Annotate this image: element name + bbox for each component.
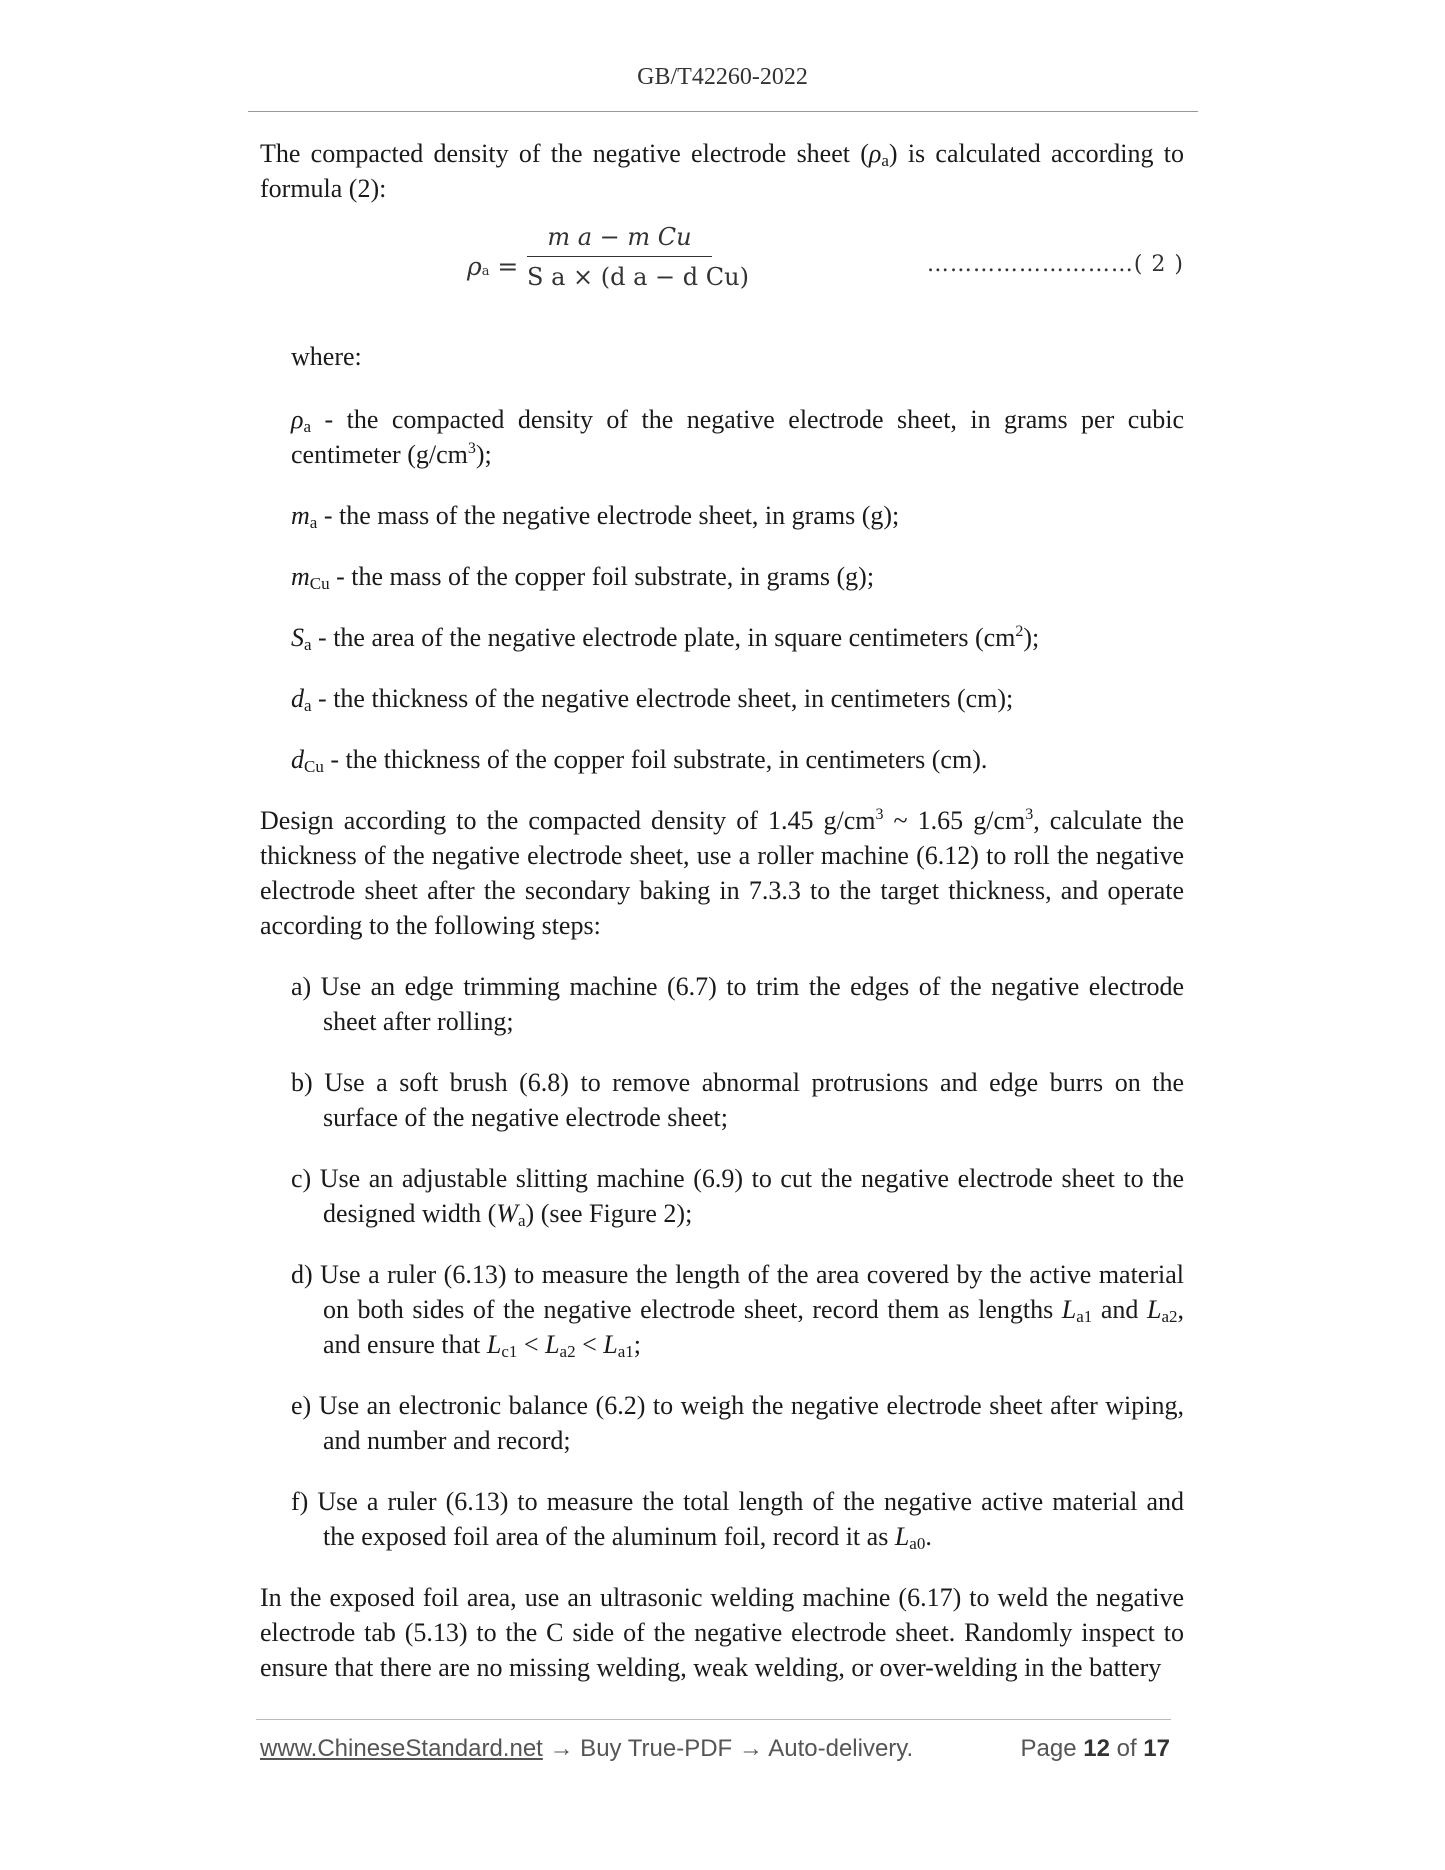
intro-text-end: ) is calculated according to formula (2): bbox=[260, 139, 1184, 203]
definition-item bbox=[291, 402, 1184, 472]
document-id-header: GB/T42260-2022 bbox=[637, 64, 808, 90]
length-subscript: a0 bbox=[909, 1534, 926, 1553]
design-superscript-1: 3 bbox=[875, 806, 884, 823]
equation-number: ………………………( 2 ) bbox=[926, 252, 1184, 277]
def-subscript: Cu bbox=[304, 757, 324, 776]
header-divider bbox=[248, 111, 1198, 112]
step-c bbox=[291, 1161, 1184, 1231]
less-than: < bbox=[517, 1330, 546, 1359]
width-subscript: a bbox=[517, 1211, 526, 1230]
def-subscript: a bbox=[303, 417, 312, 436]
less-than: < bbox=[575, 1330, 604, 1359]
def-text: - the thickness of the negative electrode sheet, in centimeters (cm); bbox=[311, 684, 1014, 713]
def-text: - the mass of the negative electrode sheet, in grams (g); bbox=[317, 501, 900, 530]
step-c-text-end: ) (see Figure 2); bbox=[525, 1199, 693, 1228]
formula-2 bbox=[260, 216, 1184, 324]
procedure-steps bbox=[291, 969, 1184, 1554]
def-text: - the mass of the copper foil substrate, in grams (g); bbox=[329, 562, 875, 591]
length-symbol: L bbox=[545, 1330, 560, 1359]
length-subscript: c1 bbox=[501, 1342, 518, 1361]
def-subscript: a bbox=[304, 635, 312, 654]
step-d-text: d) Use a ruler (6.13) to measure the length of the area covered by the active material on both sides of the negative electrode sheet, record them as lengths bbox=[291, 1260, 1184, 1324]
def-text: - the thickness of the copper foil substrate, in centimeters (cm). bbox=[323, 745, 988, 774]
length-symbol: L bbox=[894, 1522, 910, 1551]
step-d bbox=[291, 1257, 1184, 1362]
step-c-text: c) Use an adjustable slitting machine (6.9) to cut the negative electrode sheet to the designed width ( bbox=[291, 1164, 1184, 1228]
def-symbol: m bbox=[291, 501, 310, 530]
def-symbol: S bbox=[291, 623, 304, 652]
step-d-text-2: , and ensure that bbox=[323, 1295, 1184, 1359]
length-symbol: L bbox=[1146, 1295, 1162, 1324]
of-label: of bbox=[1116, 1735, 1137, 1762]
step-f bbox=[291, 1484, 1184, 1554]
footer-tagline: → Buy True-PDF → Auto-delivery. bbox=[542, 1735, 914, 1762]
length-subscript: a2 bbox=[559, 1342, 576, 1361]
formula-fraction bbox=[527, 220, 749, 295]
def-symbol: m bbox=[291, 562, 310, 591]
def-symbol: d bbox=[291, 684, 304, 713]
page-number: 12 bbox=[1083, 1735, 1110, 1762]
def-subscript: Cu bbox=[309, 574, 330, 593]
design-text-1: Design according to the compacted density of 1.45 g/cm bbox=[260, 806, 876, 835]
length-symbol: L bbox=[603, 1330, 618, 1359]
length-subscript: a1 bbox=[617, 1342, 634, 1361]
where-label: where: bbox=[291, 342, 362, 371]
closing-paragraph: In the exposed foil area, use an ultrasonic welding machine (6.17) to weld the negative electrode tab (5.13) to the C side of the negative electrode sheet. Randomly inspect to ensure that there are no missing welding, weak welding, or over-welding in the battery bbox=[260, 1583, 1184, 1682]
definition-item bbox=[291, 681, 1184, 716]
page-label: Page bbox=[1020, 1735, 1077, 1762]
length-symbol: L bbox=[486, 1330, 502, 1359]
def-subscript: a bbox=[304, 696, 312, 715]
def-superscript: 3 bbox=[467, 440, 476, 457]
definition-item bbox=[291, 559, 1184, 594]
variable-definitions bbox=[291, 402, 1184, 777]
definition-item bbox=[291, 742, 1184, 777]
step-a: a) Use an edge trimming machine (6.7) to trim the edges of the negative electrode sheet after rolling; bbox=[291, 972, 1184, 1036]
design-text-2: ~ 1.65 g/cm bbox=[883, 806, 1026, 835]
formula-lhs-symbol: ρ bbox=[467, 252, 482, 281]
formula-lhs: ρa = bbox=[467, 252, 519, 281]
formula-lhs-subscript: a bbox=[481, 264, 490, 279]
design-superscript-2: 3 bbox=[1025, 806, 1034, 823]
page-indicator bbox=[1021, 1735, 1171, 1763]
def-tail: ); bbox=[1023, 623, 1040, 652]
footer-divider bbox=[256, 1719, 1171, 1720]
design-paragraph bbox=[260, 803, 1184, 943]
intro-text: The compacted density of the negative electrode sheet ( bbox=[260, 139, 869, 168]
def-tail: ); bbox=[475, 440, 492, 469]
intro-paragraph bbox=[260, 136, 1184, 206]
rho-symbol: ρ bbox=[868, 139, 882, 168]
rho-subscript: a bbox=[881, 151, 889, 170]
def-superscript: 2 bbox=[1015, 623, 1024, 640]
definition-item bbox=[291, 498, 1184, 533]
total-pages: 17 bbox=[1143, 1735, 1170, 1762]
step-f-text: f) Use a ruler (6.13) to measure the total length of the negative active material and the exposed foil area of the aluminum foil, record it as bbox=[291, 1487, 1184, 1551]
def-text: - the area of the negative electrode plate, in square centimeters (cm bbox=[311, 623, 1016, 652]
step-e: e) Use an electronic balance (6.2) to weigh the negative electrode sheet after wiping, and number and record; bbox=[291, 1391, 1184, 1455]
length-symbol: L bbox=[1061, 1295, 1077, 1324]
def-text: - the compacted density of the negative electrode sheet, in grams per cubic centimeter (g/cm bbox=[291, 405, 1184, 469]
width-symbol: W bbox=[496, 1199, 518, 1228]
def-symbol: d bbox=[291, 745, 304, 774]
step-f-end: . bbox=[925, 1522, 932, 1551]
footer bbox=[260, 1735, 1170, 1763]
design-text-3: , calculate the thickness of the negative electrode sheet, use a roller machine (6.12) to roll the negative electrode sheet after the secondary baking in 7.3.3 to the target thickness, and operate according to the following steps: bbox=[260, 806, 1184, 940]
definition-item bbox=[291, 620, 1184, 655]
length-subscript: a1 bbox=[1076, 1307, 1093, 1326]
page-content bbox=[260, 136, 1184, 1685]
def-symbol: ρ bbox=[291, 405, 304, 434]
length-subscript: a2 bbox=[1161, 1307, 1178, 1326]
fraction-bar bbox=[527, 256, 712, 257]
def-subscript: a bbox=[309, 513, 318, 532]
step-b: b) Use a soft brush (6.8) to remove abnormal protrusions and edge burrs on the surface of the negative electrode sheet; bbox=[291, 1068, 1184, 1132]
formula-numerator: m a − m Cu bbox=[547, 223, 692, 251]
step-d-and: and bbox=[1092, 1295, 1147, 1324]
step-d-end: ; bbox=[633, 1330, 642, 1359]
formula-denominator: S a × (d a − d Cu) bbox=[527, 263, 749, 291]
chinesestandard-link[interactable]: www.ChineseStandard.net bbox=[260, 1735, 543, 1762]
